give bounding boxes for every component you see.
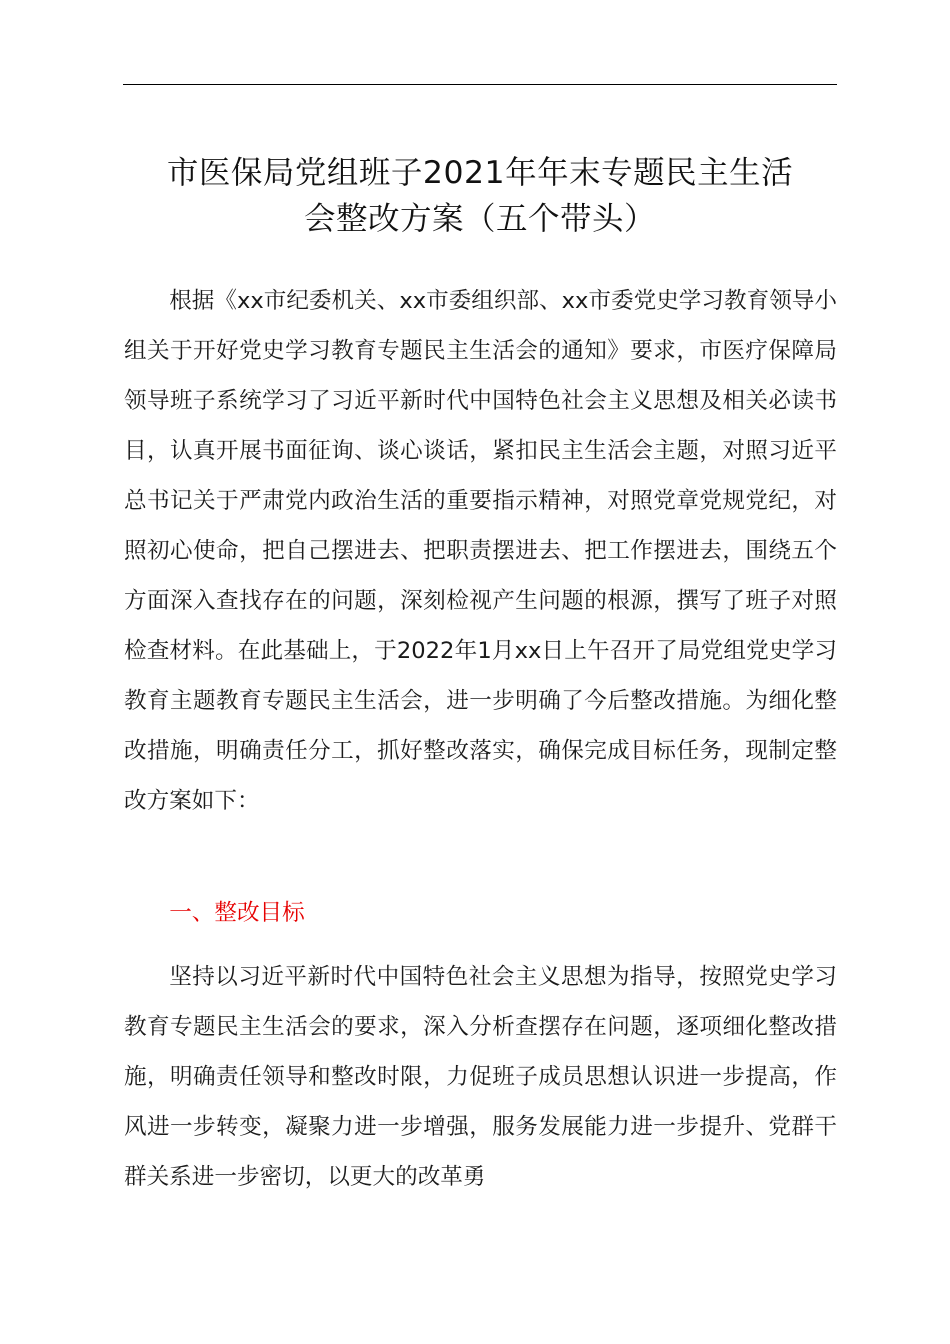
header-rule (123, 84, 837, 85)
title-line-1: 市医保局党组班子2021年年末专题民主生活 (166, 155, 794, 191)
title-line-2: 会整改方案（五个带头） (303, 201, 656, 237)
section-heading-goals: 一、整改目标 (169, 900, 305, 926)
document-title (110, 150, 850, 242)
body-paragraph-goals: 坚持以习近平新时代中国特色社会主义思想为指导，按照党史学习教育专题民主生活会的要求，深入分析查摆存在问题，逐项细化整改措施，明确责任领导和整改时限，力促班子成员思想认识进一步提高，作风进一步转变，凝聚力进一步增强，服务发展能力进一步提升、党群干群关系进一步密切，以更大的改革勇 (124, 964, 837, 1190)
body-paragraph-intro: 根据《xx市纪委机关、xx市委组织部、xx市委党史学习教育领导小组关于开好党史学习教育专题民主生活会的通知》要求，市医疗保障局领导班子系统学习了习近平新时代中国特色社会主义思想及相关必读书目，认真开展书面征询、谈心谈话，紧扣民主生活会主题，对照习近平总书记关于严肃党内政治生活的重要指示精神，对照党章党规党纪，对照初心使命，把自己摆进去、把职责摆进去、把工作摆进去，围绕五个方面深入查找存在的问题，深刻检视产生问题的根源，撰写了班子对照检查材料。在此基础上，于2022年1月xx日上午召开了局党组党史学习教育主题教育专题民主生活会，进一步明确了今后整改措施。为细化整改措施，明确责任分工，抓好整改落实，确保完成目标任务，现制定整改方案如下： (124, 288, 837, 814)
